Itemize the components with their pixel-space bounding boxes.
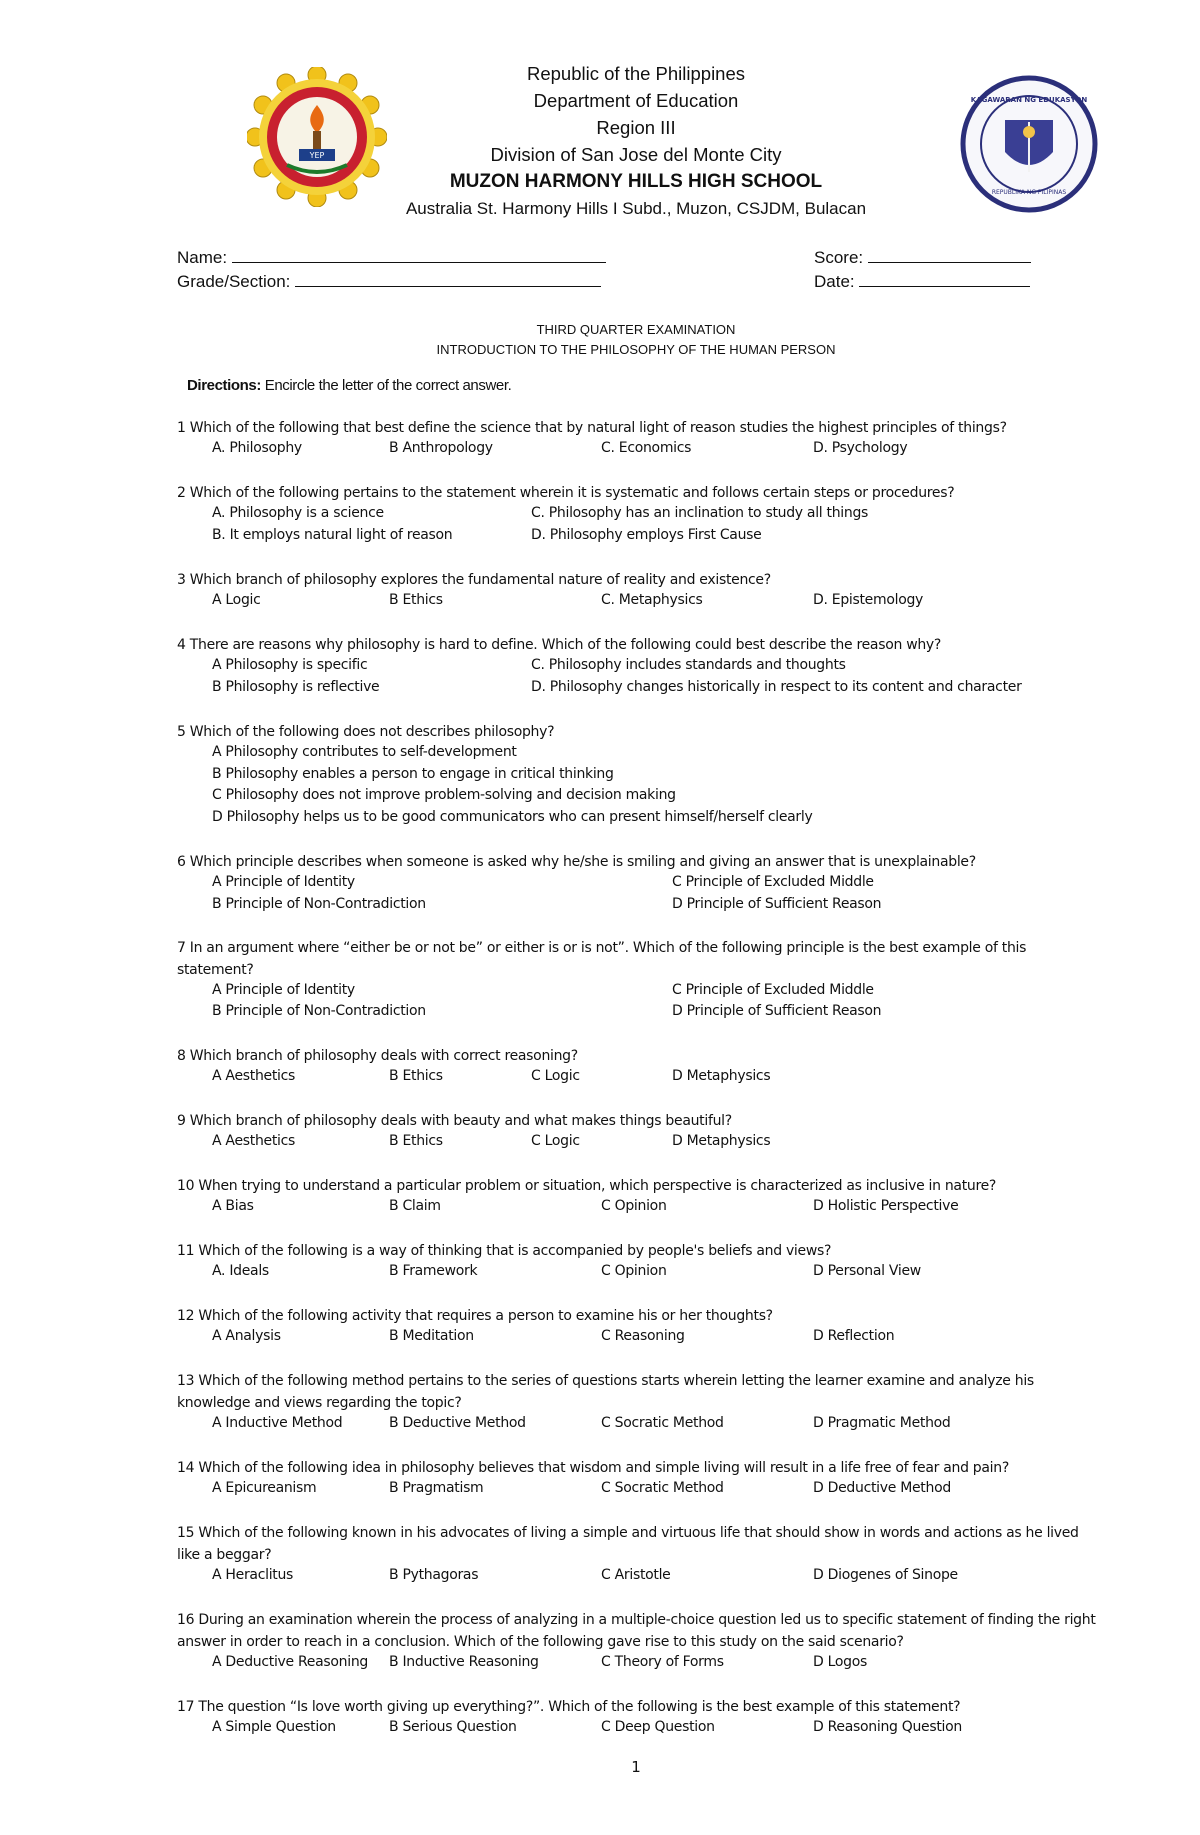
option-4c[interactable]: C. Philosophy includes standards and thoughts [531, 657, 846, 673]
option-10b[interactable]: B Claim [389, 1198, 441, 1214]
letterhead [0, 60, 1200, 222]
question-5: 5 Which of the following does not describes philosophy? [177, 724, 555, 740]
directions [187, 377, 511, 394]
option-13a[interactable]: A Inductive Method [212, 1415, 343, 1431]
option-6b[interactable]: B Principle of Non-Contradiction [212, 896, 426, 912]
option-14c[interactable]: C Socratic Method [601, 1480, 724, 1496]
grade-section-field[interactable] [177, 271, 601, 292]
option-4a[interactable]: A Philosophy is specific [212, 657, 368, 673]
option-6c[interactable]: C Principle of Excluded Middle [672, 874, 874, 890]
name-field[interactable] [177, 247, 606, 268]
question-6: 6 Which principle describes when someone is asked why he/she is smiling and giving an answer that is unexplainable? [177, 854, 976, 870]
score-line[interactable] [868, 247, 1031, 263]
option-13c[interactable]: C Socratic Method [601, 1415, 724, 1431]
option-3b[interactable]: B Ethics [389, 592, 443, 608]
option-8c[interactable]: C Logic [531, 1068, 580, 1084]
option-13b[interactable]: B Deductive Method [389, 1415, 526, 1431]
option-1d[interactable]: D. Psychology [813, 440, 908, 456]
question-15: 15 Which of the following known in his advocates of living a simple and virtuous life that should show in words and actions as he lived like a beggar? [177, 1525, 1079, 1563]
option-8b[interactable]: B Ethics [389, 1068, 443, 1084]
header-department: Department of Education [533, 90, 739, 111]
option-5a[interactable]: A Philosophy contributes to self-development [212, 744, 517, 760]
option-16a[interactable]: A Deductive Reasoning [212, 1654, 368, 1670]
option-17d[interactable]: D Reasoning Question [813, 1719, 962, 1735]
option-1c[interactable]: C. Economics [601, 440, 692, 456]
question-9: 9 Which branch of philosophy deals with beauty and what makes things beautiful? [177, 1113, 732, 1129]
option-5c[interactable]: C Philosophy does not improve problem-solving and decision making [212, 787, 676, 803]
option-10a[interactable]: A Bias [212, 1198, 254, 1214]
option-5b[interactable]: B Philosophy enables a person to engage in critical thinking [212, 766, 614, 782]
option-11c[interactable]: C Opinion [601, 1263, 667, 1279]
option-8a[interactable]: A Aesthetics [212, 1068, 296, 1084]
svg-text:YEP: YEP [309, 151, 325, 160]
option-11b[interactable]: B Framework [389, 1263, 478, 1279]
option-14d[interactable]: D Deductive Method [813, 1480, 951, 1496]
question-8: 8 Which branch of philosophy deals with correct reasoning? [177, 1048, 578, 1064]
grade-section-line[interactable] [295, 271, 601, 287]
option-16c[interactable]: C Theory of Forms [601, 1654, 724, 1670]
svg-text:KAGAWARAN NG EDUKASYON: KAGAWARAN NG EDUKASYON [970, 96, 1088, 104]
score-label: Score: [814, 248, 864, 267]
option-6a[interactable]: A Principle of Identity [212, 874, 355, 890]
option-2d[interactable]: D. Philosophy employs First Cause [531, 527, 762, 543]
header-school-name: MUZON HARMONY HILLS HIGH SCHOOL [449, 171, 823, 192]
option-9c[interactable]: C Logic [531, 1133, 580, 1149]
option-4d[interactable]: D. Philosophy changes historically in respect to its content and character [531, 679, 1022, 695]
option-12c[interactable]: C Reasoning [601, 1328, 685, 1344]
question-17: 17 The question “Is love worth giving up everything?”. Which of the following is the best example of this statement? [177, 1699, 961, 1715]
option-14a[interactable]: A Epicureanism [212, 1480, 317, 1496]
option-15d[interactable]: D Diogenes of Sinope [813, 1567, 958, 1583]
option-12d[interactable]: D Reflection [813, 1328, 895, 1344]
question-11: 11 Which of the following is a way of thinking that is accompanied by people's beliefs and views? [177, 1243, 832, 1259]
option-9b[interactable]: B Ethics [389, 1133, 443, 1149]
option-10d[interactable]: D Holistic Perspective [813, 1198, 959, 1214]
question-1: 1 Which of the following that best define the science that by natural light of reason studies the highest principles of things? [177, 420, 1007, 436]
date-field[interactable] [814, 271, 1030, 292]
score-field[interactable] [814, 247, 1031, 268]
question-16: 16 During an examination wherein the process of analyzing in a multiple-choice question led us to specific statement of finding the right answer in order to reach in a conclusion. Which of the following gave rise to this study on the said scenario? [177, 1612, 1096, 1650]
option-9a[interactable]: A Aesthetics [212, 1133, 296, 1149]
option-1b[interactable]: B Anthropology [389, 440, 493, 456]
option-13d[interactable]: D Pragmatic Method [813, 1415, 951, 1431]
exam-subject: INTRODUCTION TO THE PHILOSOPHY OF THE HUMAN PERSON [436, 342, 836, 357]
option-7b[interactable]: B Principle of Non-Contradiction [212, 1003, 426, 1019]
option-11d[interactable]: D Personal View [813, 1263, 921, 1279]
option-3a[interactable]: A Logic [212, 592, 261, 608]
option-12a[interactable]: A Analysis [212, 1328, 281, 1344]
page-number: 1 [631, 1758, 641, 1776]
option-14b[interactable]: B Pragmatism [389, 1480, 484, 1496]
option-8d[interactable]: D Metaphysics [672, 1068, 771, 1084]
option-5d[interactable]: D Philosophy helps us to be good communicators who can present himself/herself clearly [212, 809, 813, 825]
option-12b[interactable]: B Meditation [389, 1328, 474, 1344]
directions-text: Encircle the letter of the correct answer. [260, 377, 512, 394]
question-4: 4 There are reasons why philosophy is hard to define. Which of the following could best describe the reason why? [177, 637, 942, 653]
option-2b[interactable]: B. It employs natural light of reason [212, 527, 453, 543]
option-10c[interactable]: C Opinion [601, 1198, 667, 1214]
option-15a[interactable]: A Heraclitus [212, 1567, 294, 1583]
option-16b[interactable]: B Inductive Reasoning [389, 1654, 539, 1670]
question-14: 14 Which of the following idea in philosophy believes that wisdom and simple living will result in a life free of fear and pain? [177, 1460, 1009, 1476]
option-2c[interactable]: C. Philosophy has an inclination to study all things [531, 505, 869, 521]
option-4b[interactable]: B Philosophy is reflective [212, 679, 380, 695]
option-7c[interactable]: C Principle of Excluded Middle [672, 982, 874, 998]
grade-section-label: Grade/Section: [177, 272, 291, 291]
option-9d[interactable]: D Metaphysics [672, 1133, 771, 1149]
date-label: Date: [814, 272, 855, 291]
option-17b[interactable]: B Serious Question [389, 1719, 517, 1735]
header-region: Region III [596, 117, 676, 138]
date-line[interactable] [859, 271, 1030, 287]
option-1a[interactable]: A. Philosophy [212, 440, 302, 456]
header-republic: Republic of the Philippines [526, 63, 746, 84]
question-2: 2 Which of the following pertains to the statement wherein it is systematic and follows certain steps or procedures? [177, 485, 955, 501]
directions-label: Directions: [187, 377, 261, 394]
option-3c[interactable]: C. Metaphysics [601, 592, 703, 608]
question-3: 3 Which branch of philosophy explores the fundamental nature of reality and existence? [177, 572, 771, 588]
option-6d[interactable]: D Principle of Sufficient Reason [672, 896, 882, 912]
option-7d[interactable]: D Principle of Sufficient Reason [672, 1003, 882, 1019]
option-11a[interactable]: A. Ideals [212, 1263, 269, 1279]
name-line[interactable] [232, 247, 606, 263]
question-10: 10 When trying to understand a particular problem or situation, which perspective is characterized as inclusive in nature? [177, 1178, 997, 1194]
header-address: Australia St. Harmony Hills I Subd., Muzon, CSJDM, Bulacan [405, 199, 867, 218]
header-division: Division of San Jose del Monte City [490, 144, 782, 165]
option-17c[interactable]: C Deep Question [601, 1719, 715, 1735]
svg-text:REPUBLIKA NG PILIPINAS: REPUBLIKA NG PILIPINAS [991, 189, 1067, 196]
option-16d[interactable]: D Logos [813, 1654, 867, 1670]
option-7a[interactable]: A Principle of Identity [212, 982, 355, 998]
exam-title: THIRD QUARTER EXAMINATION [536, 322, 736, 337]
question-13: 13 Which of the following method pertains to the series of questions starts wherein letting the learner examine and analyze his knowledge and views regarding the topic? [177, 1373, 1034, 1411]
option-3d[interactable]: D. Epistemology [813, 592, 924, 608]
option-17a[interactable]: A Simple Question [212, 1719, 336, 1735]
name-label: Name: [177, 248, 228, 267]
option-15b[interactable]: B Pythagoras [389, 1567, 479, 1583]
option-15c[interactable]: C Aristotle [601, 1567, 671, 1583]
question-7: 7 In an argument where “either be or not be” or either is or is not”. Which of the following principle is the best example of this statement? [177, 940, 1027, 978]
option-2a[interactable]: A. Philosophy is a science [212, 505, 384, 521]
question-12: 12 Which of the following activity that requires a person to examine his or her thoughts? [177, 1308, 773, 1324]
